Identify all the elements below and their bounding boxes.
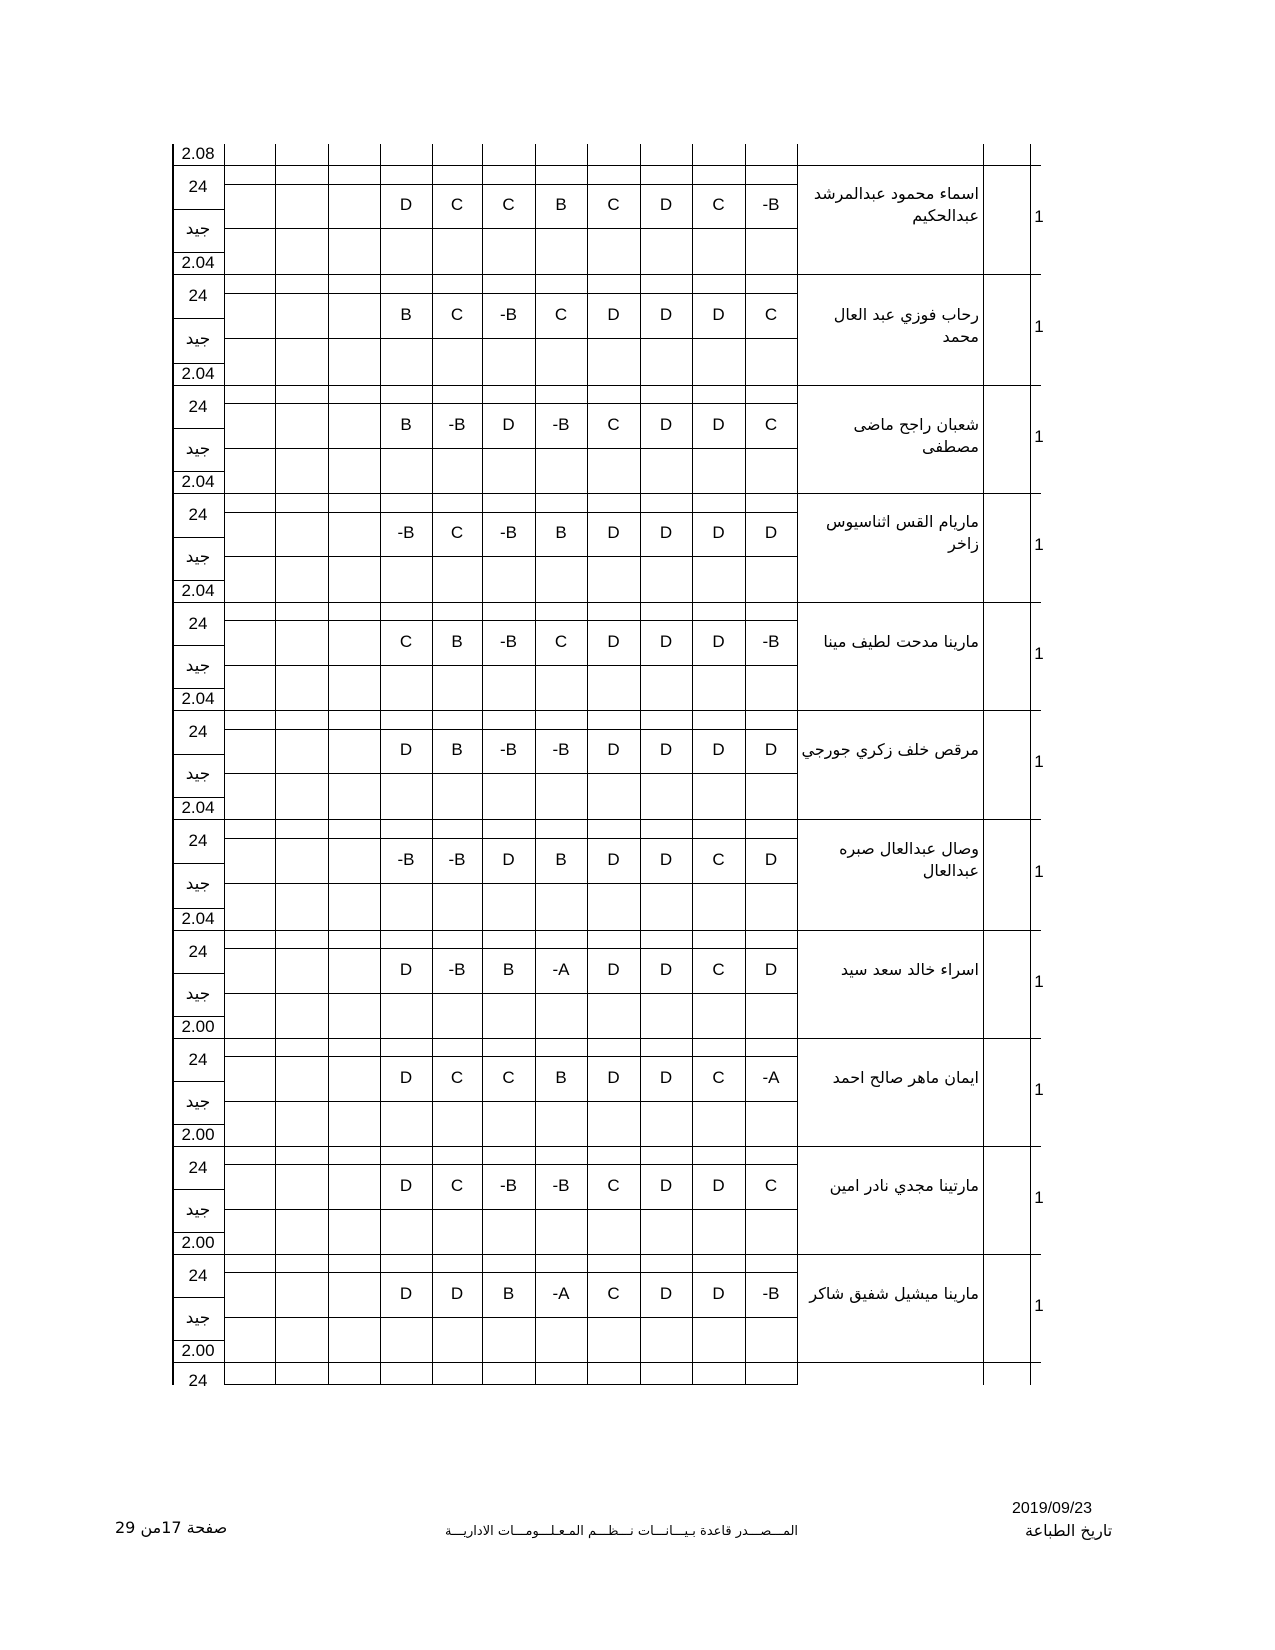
course-grade: D <box>712 740 725 759</box>
gpa-value: 2.04 <box>181 689 215 708</box>
row-number: 1 <box>1034 1296 1044 1315</box>
student-name: رحاب فوزي عبد العال محمد <box>833 305 979 346</box>
grade-subline <box>224 838 797 839</box>
row-number: 1 <box>1034 644 1044 663</box>
grade-subline <box>224 403 797 404</box>
course-grade: B <box>502 1284 515 1303</box>
course-grade: B <box>555 195 567 214</box>
summary-subline <box>172 645 224 646</box>
course-grade: C <box>554 305 568 324</box>
course-grade: C <box>607 1176 620 1195</box>
summary-subline <box>172 318 224 319</box>
course-grade: D <box>399 195 413 214</box>
course-grade: -B <box>448 415 466 434</box>
grade-subline <box>224 228 797 229</box>
gpa-value: 2.00 <box>181 1125 215 1144</box>
credit-hours: 24 <box>188 505 208 524</box>
grade-subline <box>224 512 797 513</box>
course-grade: D <box>607 960 620 979</box>
course-grade: D <box>659 850 673 869</box>
page-number: صفحة 17من 29 <box>115 1518 228 1537</box>
gpa-value: 2.04 <box>181 472 215 491</box>
row-separator <box>172 710 1041 711</box>
course-grade: D <box>712 1176 725 1195</box>
row-number: 1 <box>1034 862 1044 881</box>
course-grade: C <box>764 305 778 324</box>
course-grade: C <box>607 1284 620 1303</box>
rating-label: جيد <box>185 874 211 894</box>
course-grade: -A <box>762 1068 780 1087</box>
course-grade: D <box>607 740 620 759</box>
row-separator <box>172 1146 1041 1147</box>
course-grade: C <box>764 1176 778 1195</box>
summary-subline <box>172 754 224 755</box>
course-grade: -B <box>500 305 517 324</box>
gpa-value: 2.00 <box>181 1017 215 1036</box>
course-grade: C <box>712 960 725 979</box>
grade-subline <box>224 448 797 449</box>
student-name: مارتينا مجدي نادر امين <box>829 1176 979 1195</box>
credit-hours: 24 <box>188 1266 208 1285</box>
row-number: 1 <box>1034 535 1044 554</box>
course-grade: -B <box>397 523 415 542</box>
student-name: مارينا ميشيل شفيق شاكر <box>809 1284 979 1303</box>
course-grade: C <box>399 632 413 651</box>
course-grade: D <box>659 960 673 979</box>
course-grade: -A <box>552 960 570 979</box>
row-separator <box>172 274 1041 275</box>
course-grade: D <box>712 632 725 651</box>
course-grade: D <box>712 523 725 542</box>
rating-label: جيد <box>185 656 211 676</box>
rating-label: جيد <box>185 329 211 349</box>
grade-subline <box>224 773 797 774</box>
grade-subline <box>224 1209 797 1210</box>
print-date-label: تاريخ الطباعة <box>1025 1521 1113 1540</box>
rating-label: جيد <box>185 984 211 1004</box>
student-name: ماريام القس اثناسيوس زاخر <box>825 512 979 553</box>
row-separator <box>172 1254 1041 1255</box>
course-grade: C <box>607 415 620 434</box>
course-grade: D <box>399 1284 413 1303</box>
footer-source: المـــصـــدر قاعدة بـيـــانـــات نـــظـــم المـعـلـــومـــات الاداريـــة <box>445 1524 799 1539</box>
course-grade: C <box>712 850 725 869</box>
course-grade: D <box>659 1176 673 1195</box>
course-grade: D <box>659 1068 673 1087</box>
table-left-edge <box>172 144 174 1385</box>
course-grade: -B <box>762 1284 780 1303</box>
credit-hours: 24 <box>188 722 208 741</box>
grade-subline <box>224 1101 797 1102</box>
course-grade: D <box>712 305 725 324</box>
row-number: 1 <box>1034 972 1044 991</box>
grade-subline <box>224 1384 797 1385</box>
student-name: اسراء خالد سعد سيد <box>840 960 979 979</box>
row-separator <box>172 385 1041 386</box>
gpa-value: 2.08 <box>181 144 215 163</box>
course-grade: D <box>399 1068 413 1087</box>
course-grade: C <box>450 195 464 214</box>
course-grade: D <box>607 1068 620 1087</box>
grade-subline <box>224 729 797 730</box>
course-grade: D <box>764 850 778 869</box>
row-separator <box>172 1038 1041 1039</box>
course-grade: C <box>502 195 515 214</box>
student-name: وصال عبدالعال صبره عبدالعال <box>839 839 979 880</box>
course-grade: D <box>712 415 725 434</box>
row-separator <box>172 1362 1041 1363</box>
course-grade: C <box>450 1068 464 1087</box>
gpa-value: 2.00 <box>181 1341 215 1360</box>
course-grade: -B <box>762 195 780 214</box>
course-grade: -B <box>552 415 570 434</box>
grade-column-line <box>640 144 641 1385</box>
row-number: 1 <box>1034 207 1044 226</box>
course-grade: D <box>659 415 673 434</box>
course-grade: B <box>555 1068 567 1087</box>
course-grade: -B <box>552 740 570 759</box>
grade-column-line <box>432 144 433 1385</box>
course-grade: C <box>607 195 620 214</box>
course-grade: D <box>659 740 673 759</box>
student-name: اسماء محمود عبدالمرشد عبدالحكيم <box>813 184 979 225</box>
row-separator <box>172 493 1041 494</box>
rating-label: جيد <box>185 219 211 239</box>
course-grade: D <box>607 305 620 324</box>
grade-subline <box>224 338 797 339</box>
credit-hours: 24 <box>188 831 208 850</box>
summary-subline <box>172 973 224 974</box>
grade-subline <box>224 184 797 185</box>
course-grade: -B <box>500 1176 517 1195</box>
grade-subline <box>224 620 797 621</box>
rating-label: جيد <box>185 547 211 567</box>
student-name: ايمان ماهر صالح احمد <box>832 1068 979 1087</box>
row-number: 1 <box>1034 752 1044 771</box>
gpa-value: 2.04 <box>181 909 215 928</box>
rating-label: جيد <box>185 1308 211 1328</box>
row-separator <box>172 819 1041 820</box>
summary-subline <box>172 537 224 538</box>
course-grade: B <box>451 740 463 759</box>
number-column-line <box>1030 144 1031 1385</box>
course-grade: C <box>712 195 725 214</box>
print-date: 2019/09/23 <box>1012 1500 1093 1517</box>
grade-subline <box>224 883 797 884</box>
grade-subline <box>224 556 797 557</box>
grade-subline <box>224 948 797 949</box>
gpa-value: 2.00 <box>181 1233 215 1252</box>
course-grade: D <box>764 740 778 759</box>
credit-hours: 24 <box>188 397 208 416</box>
summary-subline <box>172 863 224 864</box>
grade-column-line <box>692 144 693 1385</box>
course-grade: B <box>555 850 567 869</box>
course-grade: D <box>712 1284 725 1303</box>
course-grade: D <box>399 960 413 979</box>
grade-subline <box>224 1164 797 1165</box>
rating-label: جيد <box>185 1092 211 1112</box>
course-grade: D <box>607 523 620 542</box>
course-grade: -B <box>448 960 466 979</box>
grade-column-line <box>328 144 329 1385</box>
course-grade: B <box>451 632 463 651</box>
course-grade: -B <box>762 632 780 651</box>
rating-label: جيد <box>185 1200 211 1220</box>
summary-subline <box>172 428 224 429</box>
course-grade: D <box>659 305 673 324</box>
grade-subline <box>224 1317 797 1318</box>
row-number: 1 <box>1034 1188 1044 1207</box>
course-grade: B <box>400 415 412 434</box>
course-grade: C <box>764 415 778 434</box>
credit-hours: 24 <box>188 177 208 196</box>
course-grade: D <box>659 1284 673 1303</box>
course-grade: C <box>502 1068 515 1087</box>
course-grade: -B <box>500 632 517 651</box>
credit-hours: 24 <box>188 1050 208 1069</box>
row-separator <box>172 602 1041 603</box>
grade-subline <box>224 1272 797 1273</box>
grade-subline <box>224 665 797 666</box>
gpa-value: 2.04 <box>181 364 215 383</box>
course-grade: D <box>502 415 515 434</box>
student-name: مارينا مدحت لطيف مينا <box>823 632 979 651</box>
name-column-line <box>983 144 984 1385</box>
course-grade: D <box>399 1176 413 1195</box>
credit-hours: 24 <box>188 942 208 961</box>
course-grade: D <box>607 632 620 651</box>
grade-subline <box>224 293 797 294</box>
grade-column-line <box>224 144 225 1385</box>
grade-subline <box>224 1056 797 1057</box>
course-grade: -B <box>552 1176 570 1195</box>
row-separator <box>172 930 1041 931</box>
grade-column-line <box>587 144 588 1385</box>
summary-subline <box>172 1189 224 1190</box>
course-grade: D <box>659 632 673 651</box>
course-grade: D <box>659 523 673 542</box>
course-grade: B <box>400 305 412 324</box>
credit-hours: 24 <box>188 286 208 305</box>
grade-column-line <box>380 144 381 1385</box>
rating-label: جيد <box>185 764 211 784</box>
grade-column-line <box>275 144 276 1385</box>
course-grade: D <box>399 740 413 759</box>
grade-column-line <box>745 144 746 1385</box>
credit-hours: 24 <box>188 1371 208 1390</box>
rating-label: جيد <box>185 439 211 459</box>
grade-column-line <box>535 144 536 1385</box>
course-grade: -A <box>552 1284 570 1303</box>
row-number: 1 <box>1034 317 1044 336</box>
gpa-value: 2.04 <box>181 798 215 817</box>
row-number: 1 <box>1034 1080 1044 1099</box>
gpa-value: 2.04 <box>181 581 215 600</box>
course-grade: D <box>450 1284 464 1303</box>
row-number: 1 <box>1034 427 1044 446</box>
course-grade: -B <box>448 850 466 869</box>
summary-subline <box>172 209 224 210</box>
course-grade: C <box>554 632 568 651</box>
course-grade: C <box>450 1176 464 1195</box>
student-name: مرقص خلف زكري جورجي <box>801 740 979 759</box>
course-grade: -B <box>500 740 517 759</box>
course-grade: D <box>659 195 673 214</box>
row-separator <box>172 165 1041 166</box>
course-grade: C <box>712 1068 725 1087</box>
credit-hours: 24 <box>188 1158 208 1177</box>
summary-subline <box>172 1297 224 1298</box>
student-name: شعبان راجح ماضى مصطفى <box>853 415 979 456</box>
summary-subline <box>172 1081 224 1082</box>
course-grade: D <box>502 850 515 869</box>
course-grade: B <box>502 960 515 979</box>
gpa-value: 2.04 <box>181 253 215 272</box>
course-grade: D <box>607 850 620 869</box>
course-grade: C <box>450 523 464 542</box>
course-grade: -B <box>500 523 517 542</box>
course-grade: D <box>764 523 778 542</box>
grade-column-line <box>482 144 483 1385</box>
course-grade: D <box>764 960 778 979</box>
credit-hours: 24 <box>188 614 208 633</box>
course-grade: B <box>555 523 567 542</box>
grade-subline <box>224 993 797 994</box>
course-grade: C <box>450 305 464 324</box>
course-grade: -B <box>397 850 415 869</box>
